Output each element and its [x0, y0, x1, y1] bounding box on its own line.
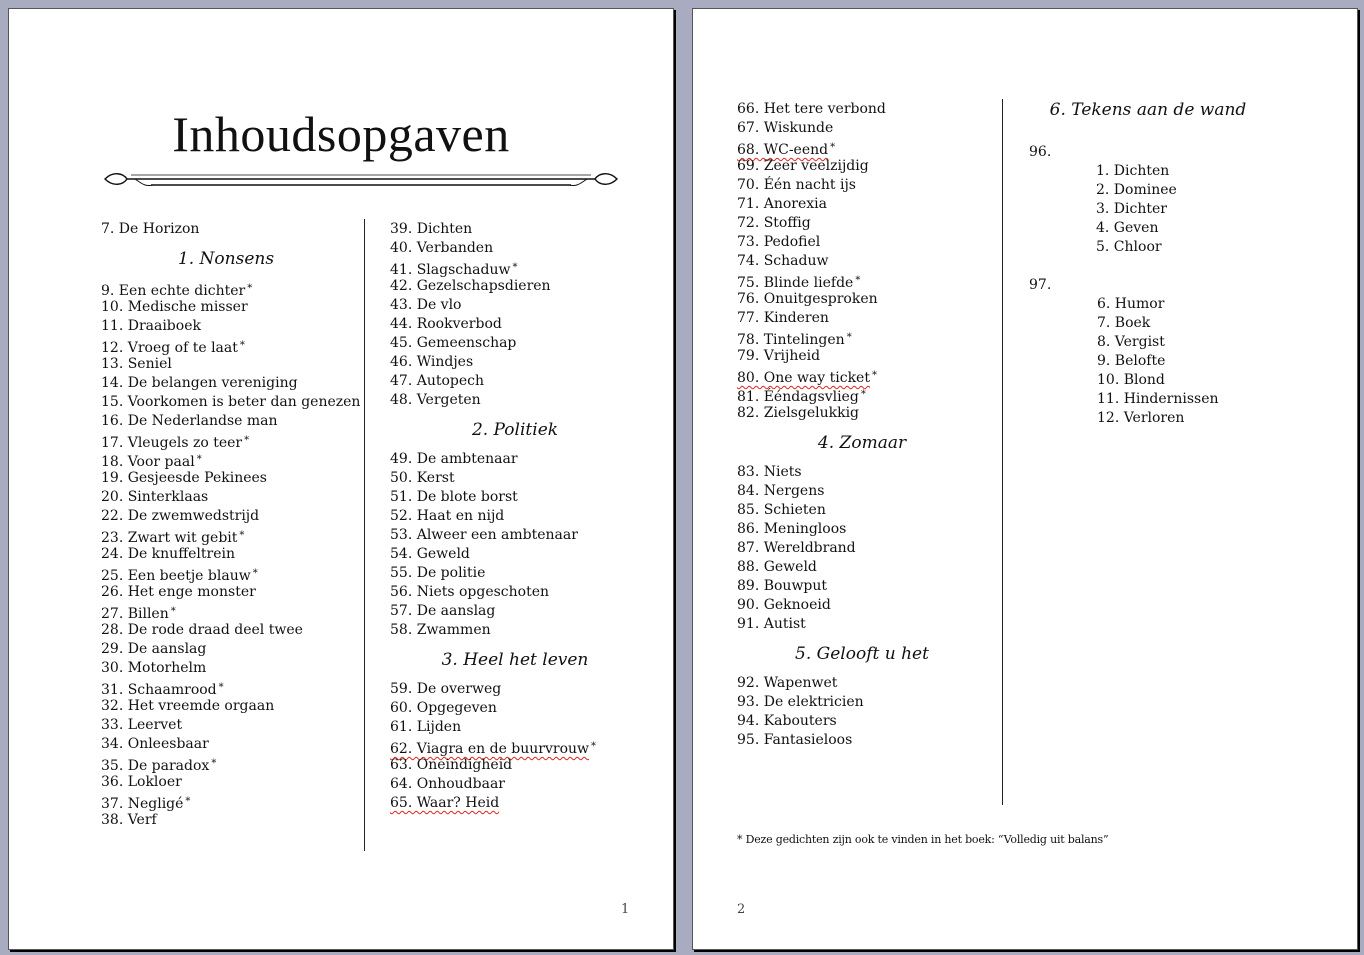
toc-entry	[101, 336, 351, 355]
toc-entry: 6. Humor	[1097, 296, 1165, 312]
toc-entry	[737, 309, 987, 328]
toc-entry-text: 40. Verbanden	[390, 240, 494, 256]
group-label: 97.	[1029, 277, 1052, 293]
toc-entry-text: 76. Onuitgesproken	[737, 291, 878, 307]
toc-entry-text: 69. Zeer veelzijdig	[737, 158, 869, 174]
section-heading: 3. Heel het leven	[441, 650, 589, 670]
toc-entry	[737, 404, 987, 423]
toc-entry	[101, 355, 351, 374]
toc-entry	[390, 334, 640, 353]
toc-entry-text: 71. Anorexia	[737, 196, 827, 212]
toc-entry-text: 92. Wapenwet	[737, 675, 838, 691]
section-heading: 6. Tekens aan de wand	[1049, 100, 1247, 120]
toc-entry-text: 61. Lijden	[390, 719, 462, 735]
toc-entry-text: 90. Geknoeid	[737, 597, 831, 613]
toc-entry-text: 64. Onhoudbaar	[390, 776, 505, 792]
toc-entry-text: 32. Het vreemde orgaan	[101, 698, 275, 714]
footnote-asterisk: *	[855, 275, 861, 286]
toc-entry-text: 11. Draaiboek	[101, 318, 201, 334]
toc-entry-text: 52. Haat en nijd	[390, 508, 505, 524]
toc-column-2	[1023, 90, 1343, 426]
toc-entry-text: 66. Het tere verbond	[737, 101, 886, 117]
footnote-asterisk: *	[239, 530, 245, 541]
footnote-asterisk: *	[830, 142, 836, 153]
toc-entry: 8. Vergist	[1097, 334, 1165, 350]
footnote-asterisk: *	[218, 682, 224, 693]
toc-entry-text: 74. Schaduw	[737, 253, 829, 269]
footnote-asterisk: *	[512, 262, 518, 273]
column-divider	[364, 219, 365, 851]
toc-entry	[101, 488, 351, 507]
toc-entry	[101, 697, 351, 716]
toc-entry-text: 79. Vrijheid	[737, 348, 821, 364]
toc-entry-text: 44. Rookverbod	[390, 316, 502, 332]
toc-entry-text: 78. Tintelingen	[737, 332, 845, 348]
toc-entry	[390, 545, 640, 564]
toc-entry	[390, 277, 640, 296]
toc-entry-text: 88. Geweld	[737, 559, 817, 575]
toc-entry-text: 27. Billen	[101, 606, 169, 622]
toc-entry-text: 67. Wiskunde	[737, 120, 834, 136]
toc-entry	[390, 258, 640, 277]
toc-column-1	[737, 100, 987, 750]
toc-entry-text: 51. De blote borst	[390, 489, 518, 505]
toc-entry	[101, 507, 351, 526]
footnote-asterisk: *	[170, 606, 176, 617]
toc-entry	[737, 385, 987, 404]
toc-entry	[390, 220, 640, 239]
toc-entry-text: 10. Medische misser	[101, 299, 248, 315]
toc-entry	[101, 735, 351, 754]
toc-entry	[737, 119, 987, 138]
toc-entry-text: 22. De zwemwedstrijd	[101, 508, 260, 524]
toc-entry-text: 46. Windjes	[390, 354, 474, 370]
toc-entry	[390, 488, 640, 507]
toc-entry	[101, 412, 351, 431]
page-1	[8, 8, 674, 950]
toc-entry	[390, 391, 640, 410]
toc-entry	[737, 482, 987, 501]
page-2	[692, 8, 1358, 950]
toc-entry	[390, 526, 640, 545]
toc-entry	[390, 602, 640, 621]
toc-entry	[101, 317, 351, 336]
toc-entry	[101, 279, 351, 298]
toc-entry-text: 23. Zwart wit gebit	[101, 530, 238, 546]
toc-entry	[390, 718, 640, 737]
toc-entry	[737, 539, 987, 558]
section-heading: 5. Gelooft u het	[795, 644, 929, 664]
toc-entry-text: 83. Niets	[737, 464, 802, 480]
toc-entry-text: 53. Alweer een ambtenaar	[390, 527, 578, 543]
toc-entry: 4. Geven	[1096, 220, 1159, 236]
toc-entry-text: 84. Nergens	[737, 483, 825, 499]
footnote-asterisk: *	[871, 370, 877, 381]
toc-entry-text: 86. Meningloos	[737, 521, 847, 537]
toc-entry	[101, 469, 351, 488]
footnote-asterisk: *	[211, 758, 217, 769]
toc-entry-text: 7. De Horizon	[101, 221, 200, 237]
toc-entry-text: 9. Een echte dichter	[101, 283, 246, 299]
toc-entry	[737, 233, 987, 252]
toc-entry-text: 94. Kabouters	[737, 713, 837, 729]
toc-entry	[101, 431, 351, 450]
section-heading: 2. Politiek	[471, 420, 559, 440]
toc-entry	[101, 602, 351, 621]
toc-entry	[101, 773, 351, 792]
toc-entry	[737, 731, 987, 750]
toc-entry	[101, 374, 351, 393]
toc-entry	[737, 271, 987, 290]
toc-entry	[737, 577, 987, 596]
toc-entry-text: 29. De aanslag	[101, 641, 207, 657]
toc-entry: 5. Chloor	[1096, 239, 1162, 255]
toc-entry-text: 75. Blinde liefde	[737, 275, 854, 291]
toc-entry	[737, 100, 987, 119]
toc-entry	[737, 693, 987, 712]
toc-entry-text: 59. De overweg	[390, 681, 502, 697]
toc-entry	[101, 564, 351, 583]
toc-entry: 1. Dichten	[1096, 163, 1170, 179]
toc-entry	[101, 811, 351, 830]
toc-entry-text: 34. Onleesbaar	[101, 736, 209, 752]
toc-entry-text: 41. Slagschaduw	[390, 262, 511, 278]
footnote-asterisk: *	[185, 796, 191, 807]
toc-entry-text: 85. Schieten	[737, 502, 826, 518]
toc-entry-text: 36. Lokloer	[101, 774, 182, 790]
column-divider	[1002, 99, 1003, 805]
toc-entry-text: 87. Wereldbrand	[737, 540, 856, 556]
group-97-list	[1097, 295, 1219, 428]
toc-entry-text: 47. Autopech	[390, 373, 485, 389]
toc-entry	[737, 674, 987, 693]
toc-entry: 7. Boek	[1097, 315, 1151, 331]
toc-entry-text: 63. Oneindigheid	[390, 757, 513, 773]
toc-entry: 12. Verloren	[1097, 410, 1185, 426]
toc-entry	[101, 450, 351, 469]
group-label: 96.	[1029, 144, 1052, 160]
toc-entry-text: 81. Ééndagsvlieg	[737, 389, 859, 405]
toc-entry	[737, 558, 987, 577]
toc-entry-text: 18. Voor paal	[101, 454, 195, 470]
toc-entry: 11. Hindernissen	[1097, 391, 1219, 407]
toc-entry	[390, 469, 640, 488]
toc-entry-text: 35. De paradox	[101, 758, 210, 774]
toc-entry	[390, 507, 640, 526]
toc-entry-text: 15. Voorkomen is beter dan genezen	[101, 394, 361, 410]
toc-entry	[101, 393, 361, 412]
toc-entry-text: 31. Schaamrood	[101, 682, 217, 698]
toc-entry	[737, 290, 987, 309]
toc-entry-text: 60. Opgegeven	[390, 700, 497, 716]
toc-entry-text: 58. Zwammen	[390, 622, 491, 638]
toc-entry: 9. Belofte	[1097, 353, 1166, 369]
toc-entry-text: 39. Dichten	[390, 221, 473, 237]
toc-entry-text: 77. Kinderen	[737, 310, 829, 326]
toc-entry-text: 25. Een beetje blauw	[101, 568, 251, 584]
toc-entry-text: 55. De politie	[390, 565, 486, 581]
toc-entry: 2. Dominee	[1096, 182, 1177, 198]
toc-entry	[101, 526, 351, 545]
footnote-asterisk: *	[846, 332, 852, 343]
toc-entry-text: 56. Niets opgeschoten	[390, 584, 550, 600]
toc-column-1	[101, 220, 361, 830]
toc-entry	[737, 463, 987, 482]
toc-entry-text: 80. One way ticket	[737, 370, 870, 386]
footnote-asterisk: *	[196, 454, 202, 465]
toc-entry	[737, 615, 987, 634]
toc-entry	[390, 583, 640, 602]
toc-entry-text: 89. Bouwput	[737, 578, 828, 594]
toc-entry	[101, 640, 351, 659]
toc-entry-text: 65. Waar? Heid	[390, 795, 500, 811]
toc-entry	[390, 296, 640, 315]
toc-entry	[737, 195, 987, 214]
toc-entry	[390, 372, 640, 391]
toc-entry	[390, 353, 640, 372]
section-heading: 4. Zomaar	[817, 433, 907, 453]
toc-entry-text: 19. Gesjeesde Pekinees	[101, 470, 267, 486]
toc-entry-text: 24. De knuffeltrein	[101, 546, 235, 562]
toc-entry	[390, 794, 640, 813]
toc-entry	[390, 756, 640, 775]
toc-entry-text: 62. Viagra en de buurvrouw	[390, 741, 590, 757]
toc-entry: 3. Dichter	[1096, 201, 1167, 217]
toc-entry	[390, 699, 640, 718]
toc-entry	[737, 328, 987, 347]
toc-entry-text: 93. De elektricien	[737, 694, 864, 710]
toc-entry-text: 48. Vergeten	[390, 392, 481, 408]
toc-entry-text: 42. Gezelschapsdieren	[390, 278, 551, 294]
toc-entry	[737, 596, 987, 615]
toc-entry	[390, 564, 640, 583]
toc-entry-text: 43. De vlo	[390, 297, 462, 313]
footnote-asterisk: *	[860, 389, 866, 400]
toc-entry-text: 12. Vroeg of te laat	[101, 340, 238, 356]
document-title: Inhoudsopgaven	[172, 106, 510, 162]
toc-entry	[737, 520, 987, 539]
toc-entry-text: 26. Het enge monster	[101, 584, 256, 600]
toc-entry	[737, 347, 987, 366]
toc-entry	[101, 220, 351, 239]
toc-entry-text: 49. De ambtenaar	[390, 451, 518, 467]
toc-entry-text: 37. Negligé	[101, 796, 184, 812]
footnote-asterisk: *	[591, 741, 597, 752]
toc-entry	[101, 678, 351, 697]
toc-entry	[390, 737, 640, 756]
toc-entry-text: 13. Seniel	[101, 356, 172, 372]
toc-entry	[390, 680, 640, 699]
toc-entry-text: 28. De rode draad deel twee	[101, 622, 303, 638]
toc-entry	[390, 450, 640, 469]
toc-entry	[101, 545, 351, 564]
toc-entry-text: 45. Gemeenschap	[390, 335, 517, 351]
section-heading: 1. Nonsens	[177, 249, 275, 269]
toc-entry-text: 50. Kerst	[390, 470, 455, 486]
toc-entry	[390, 775, 640, 794]
toc-entry: 10. Blond	[1097, 372, 1165, 388]
toc-entry-text: 82. Zielsgelukkig	[737, 405, 860, 421]
footnote-asterisk: *	[252, 568, 258, 579]
toc-entry	[737, 252, 987, 271]
toc-entry-text: 30. Motorhelm	[101, 660, 207, 676]
footnote-asterisk: *	[247, 283, 253, 294]
page-number: 1	[621, 902, 630, 917]
toc-entry-text: 91. Autist	[737, 616, 806, 632]
toc-entry	[737, 176, 987, 195]
toc-entry-text: 54. Geweld	[390, 546, 470, 562]
toc-column-2	[390, 220, 640, 813]
toc-entry-text: 20. Sinterklaas	[101, 489, 209, 505]
page-number: 2	[737, 902, 746, 917]
toc-entry-text: 70. Één nacht ijs	[737, 177, 856, 193]
toc-entry-text: 16. De Nederlandse man	[101, 413, 278, 429]
toc-entry	[101, 659, 351, 678]
toc-entry-text: 57. De aanslag	[390, 603, 496, 619]
footnote: * Deze gedichten zijn ook te vinden in het boek: “Volledig uit balans”	[737, 833, 1109, 846]
toc-entry-text: 33. Leervet	[101, 717, 183, 733]
toc-entry-text: 14. De belangen vereniging	[101, 375, 298, 391]
toc-entry-text: 38. Verf	[101, 812, 157, 828]
footnote-asterisk: *	[244, 435, 250, 446]
toc-entry	[101, 583, 351, 602]
toc-entry-text: 17. Vleugels zo teer	[101, 435, 243, 451]
toc-entry-text: 73. Pedofiel	[737, 234, 821, 250]
toc-entry	[737, 157, 987, 176]
toc-entry	[737, 366, 987, 385]
toc-entry-text: 95. Fantasieloos	[737, 732, 853, 748]
toc-entry	[101, 716, 351, 735]
toc-entry	[101, 298, 351, 317]
group-96-list	[1096, 162, 1177, 257]
toc-entry	[390, 315, 640, 334]
toc-entry	[101, 621, 351, 640]
toc-entry-text: 68. WC-eend	[737, 142, 829, 158]
toc-entry	[390, 621, 640, 640]
toc-entry	[101, 754, 351, 773]
toc-entry	[737, 501, 987, 520]
toc-entry	[737, 138, 987, 157]
toc-entry	[390, 239, 640, 258]
title-divider-ornament	[101, 167, 621, 197]
toc-entry-text: 72. Stoffig	[737, 215, 811, 231]
toc-entry	[737, 712, 987, 731]
toc-entry	[737, 214, 987, 233]
footnote-asterisk: *	[239, 340, 245, 351]
toc-entry	[101, 792, 351, 811]
